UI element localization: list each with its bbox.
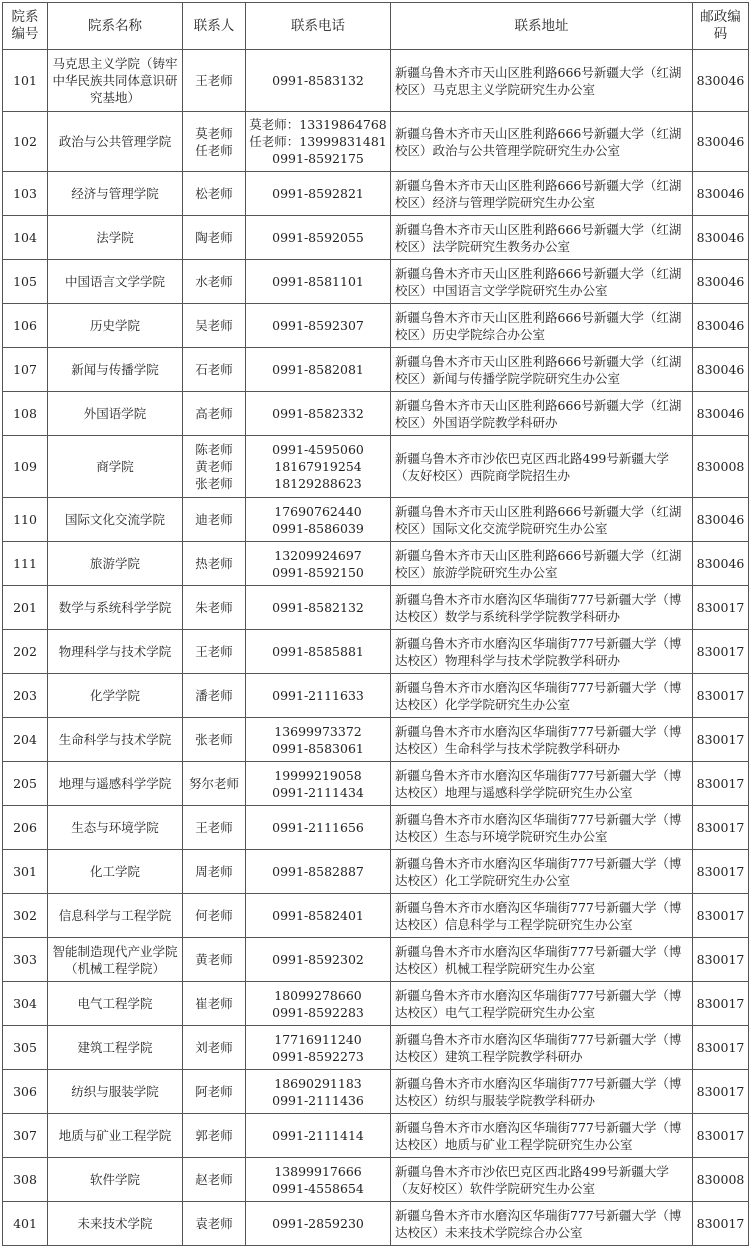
contact-person: 高老师 — [195, 406, 233, 421]
cell-name: 中国语言文学学院 — [48, 260, 183, 304]
cell-address: 新疆乌鲁木齐市水磨沟区华瑞街777号新疆大学（博达校区）生态与环境学院研究生办公室 — [391, 806, 693, 850]
cell-phone — [246, 172, 391, 216]
phone-number: 13209924697 — [274, 547, 362, 563]
cell-name: 商学院 — [48, 436, 183, 498]
cell-contact — [183, 982, 246, 1026]
header-code: 院系编号 — [3, 3, 48, 50]
cell-contact — [183, 586, 246, 630]
phone-number: 0991-8582332 — [272, 406, 364, 421]
table-row — [3, 630, 749, 674]
cell-code: 206 — [3, 806, 48, 850]
cell-phone — [246, 498, 391, 542]
cell-code: 304 — [3, 982, 48, 1026]
cell-phone — [246, 304, 391, 348]
table-row — [3, 850, 749, 894]
cell-name: 新闻与传播学院 — [48, 348, 183, 392]
cell-contact — [183, 436, 246, 498]
cell-phone — [246, 1070, 391, 1114]
cell-name: 马克思主义学院（铸牢中华民族共同体意识研究基地） — [48, 50, 183, 112]
cell-name: 生态与环境学院 — [48, 806, 183, 850]
table-row — [3, 806, 749, 850]
table-row — [3, 674, 749, 718]
cell-postal: 830017 — [693, 718, 749, 762]
phone-number: 0991-8583061 — [272, 740, 364, 756]
cell-address: 新疆乌鲁木齐市水磨沟区华瑞街777号新疆大学（博达校区）信息科学与工程学院研究生办公室 — [391, 894, 693, 938]
cell-contact — [183, 806, 246, 850]
cell-code: 305 — [3, 1026, 48, 1070]
cell-contact — [183, 348, 246, 392]
phone-number: 18129288623 — [274, 476, 362, 491]
cell-phone — [246, 586, 391, 630]
table-row — [3, 1026, 749, 1070]
cell-postal: 830017 — [693, 762, 749, 806]
cell-address: 新疆乌鲁木齐市水磨沟区华瑞街777号新疆大学（博达校区）电气工程学院研究生办公室 — [391, 982, 693, 1026]
phone-number: 0991-2111633 — [272, 688, 364, 703]
phone-number: 0991-2111434 — [272, 784, 364, 800]
phone-number: 0991-8585881 — [272, 644, 364, 659]
cell-address: 新疆乌鲁木齐市天山区胜利路666号新疆大学（红湖校区）法学院研究生教务办公室 — [391, 216, 693, 260]
table-row — [3, 542, 749, 586]
cell-postal: 830017 — [693, 674, 749, 718]
header-postal: 邮政编码 — [693, 3, 749, 50]
cell-phone — [246, 436, 391, 498]
phone-number: 17716911240 — [274, 1031, 362, 1047]
table-row — [3, 498, 749, 542]
cell-address: 新疆乌鲁木齐市水磨沟区华瑞街777号新疆大学（博达校区）纺织与服装学院教学科研办 — [391, 1070, 693, 1114]
cell-code: 203 — [3, 674, 48, 718]
contact-person: 何老师 — [195, 908, 233, 923]
cell-address: 新疆乌鲁木齐市水磨沟区华瑞街777号新疆大学（博达校区）化学学院研究生办公室 — [391, 674, 693, 718]
phone-number: 任老师：13999831481 — [249, 134, 387, 149]
cell-contact — [183, 1114, 246, 1158]
cell-phone — [246, 216, 391, 260]
table-row — [3, 762, 749, 806]
cell-postal: 830046 — [693, 216, 749, 260]
table-row — [3, 1114, 749, 1158]
cell-postal: 830046 — [693, 112, 749, 172]
cell-code: 108 — [3, 392, 48, 436]
cell-postal: 830046 — [693, 172, 749, 216]
cell-address: 新疆乌鲁木齐市水磨沟区华瑞街777号新疆大学（博达校区）机械工程学院研究生办公室 — [391, 938, 693, 982]
phone-number: 0991-2859230 — [272, 1216, 364, 1231]
cell-contact — [183, 1026, 246, 1070]
cell-postal: 830008 — [693, 1158, 749, 1202]
cell-phone — [246, 806, 391, 850]
phone-number: 0991-8592302 — [272, 952, 364, 967]
contact-person: 刘老师 — [195, 1040, 233, 1055]
cell-name: 地理与遥感科学学院 — [48, 762, 183, 806]
cell-code: 106 — [3, 304, 48, 348]
cell-postal: 830017 — [693, 806, 749, 850]
contact-person: 周老师 — [195, 864, 233, 879]
contact-person: 迪老师 — [195, 512, 233, 527]
cell-contact — [183, 1202, 246, 1246]
cell-postal: 830017 — [693, 1114, 749, 1158]
phone-number: 18167919254 — [274, 459, 362, 474]
cell-code: 110 — [3, 498, 48, 542]
cell-postal: 830017 — [693, 630, 749, 674]
cell-phone — [246, 1114, 391, 1158]
cell-address: 新疆乌鲁木齐市沙依巴克区西北路499号新疆大学（友好校区）西院商学院招生办 — [391, 436, 693, 498]
table-row — [3, 718, 749, 762]
cell-phone — [246, 894, 391, 938]
cell-contact — [183, 1158, 246, 1202]
cell-phone — [246, 630, 391, 674]
phone-number: 莫老师：13319864768 — [249, 117, 387, 132]
cell-code: 306 — [3, 1070, 48, 1114]
cell-postal: 830017 — [693, 1202, 749, 1246]
cell-postal: 830046 — [693, 50, 749, 112]
cell-contact — [183, 630, 246, 674]
cell-address: 新疆乌鲁木齐市天山区胜利路666号新疆大学（红湖校区）经济与管理学院研究生办公室 — [391, 172, 693, 216]
cell-address: 新疆乌鲁木齐市天山区胜利路666号新疆大学（红湖校区）新闻与传播学院学院研究生办公室 — [391, 348, 693, 392]
cell-postal: 830017 — [693, 586, 749, 630]
contact-person: 赵老师 — [195, 1172, 233, 1187]
table-body — [3, 50, 749, 1246]
cell-postal: 830017 — [693, 1070, 749, 1114]
contact-person: 王老师 — [195, 820, 233, 835]
cell-contact — [183, 112, 246, 172]
contact-person: 王老师 — [195, 644, 233, 659]
table-row — [3, 436, 749, 498]
cell-address: 新疆乌鲁木齐市水磨沟区华瑞街777号新疆大学（博达校区）建筑工程学院教学科研办 — [391, 1026, 693, 1070]
cell-code: 303 — [3, 938, 48, 982]
contact-person: 水老师 — [195, 274, 233, 289]
cell-name: 政治与公共管理学院 — [48, 112, 183, 172]
cell-postal: 830046 — [693, 348, 749, 392]
contact-person: 郭老师 — [195, 1128, 233, 1143]
cell-contact — [183, 674, 246, 718]
cell-address: 新疆乌鲁木齐市天山区胜利路666号新疆大学（红湖校区）马克思主义学院研究生办公室 — [391, 50, 693, 112]
phone-number: 0991-8582081 — [272, 362, 364, 377]
phone-number: 0991-8592055 — [272, 230, 364, 245]
table-row — [3, 938, 749, 982]
cell-contact — [183, 850, 246, 894]
header-phone: 联系电话 — [246, 3, 391, 50]
cell-postal: 830017 — [693, 894, 749, 938]
cell-name: 旅游学院 — [48, 542, 183, 586]
cell-name: 数学与系统科学学院 — [48, 586, 183, 630]
phone-number: 0991-8581101 — [272, 274, 364, 289]
cell-contact — [183, 762, 246, 806]
contact-person: 黄老师 — [195, 459, 233, 474]
cell-phone — [246, 762, 391, 806]
header-contact: 联系人 — [183, 3, 246, 50]
cell-postal: 830046 — [693, 392, 749, 436]
contact-person: 任老师 — [195, 142, 233, 158]
cell-code: 105 — [3, 260, 48, 304]
table-row — [3, 172, 749, 216]
cell-code: 103 — [3, 172, 48, 216]
phone-number: 0991-2111436 — [272, 1092, 364, 1108]
cell-phone — [246, 1202, 391, 1246]
cell-postal: 830046 — [693, 260, 749, 304]
cell-postal: 830008 — [693, 436, 749, 498]
contact-person: 朱老师 — [195, 600, 233, 615]
cell-phone — [246, 674, 391, 718]
table-header-row — [3, 3, 749, 50]
phone-number: 17690762440 — [274, 503, 362, 519]
contact-person: 潘老师 — [195, 688, 233, 703]
cell-address: 新疆乌鲁木齐市水磨沟区华瑞街777号新疆大学（博达校区）生命科学与技术学院教学科研办 — [391, 718, 693, 762]
phone-number: 0991-8592150 — [272, 564, 364, 580]
cell-contact — [183, 392, 246, 436]
cell-code: 204 — [3, 718, 48, 762]
phone-number: 0991-2111414 — [272, 1128, 364, 1143]
cell-code: 301 — [3, 850, 48, 894]
cell-name: 化学学院 — [48, 674, 183, 718]
contact-person: 陶老师 — [195, 230, 233, 245]
cell-phone — [246, 718, 391, 762]
cell-phone — [246, 112, 391, 172]
header-name: 院系名称 — [48, 3, 183, 50]
cell-postal: 830017 — [693, 938, 749, 982]
cell-code: 101 — [3, 50, 48, 112]
cell-address: 新疆乌鲁木齐市天山区胜利路666号新疆大学（红湖校区）政治与公共管理学院研究生办公室 — [391, 112, 693, 172]
table-row — [3, 1202, 749, 1246]
table-row — [3, 50, 749, 112]
table-row — [3, 304, 749, 348]
header-address: 联系地址 — [391, 3, 693, 50]
cell-code: 307 — [3, 1114, 48, 1158]
phone-number: 0991-8592283 — [272, 1004, 364, 1020]
cell-code: 401 — [3, 1202, 48, 1246]
table-row — [3, 586, 749, 630]
cell-address: 新疆乌鲁木齐市天山区胜利路666号新疆大学（红湖校区）历史学院综合办公室 — [391, 304, 693, 348]
cell-code: 202 — [3, 630, 48, 674]
cell-code: 109 — [3, 436, 48, 498]
cell-name: 物理科学与技术学院 — [48, 630, 183, 674]
cell-contact — [183, 498, 246, 542]
contact-person: 努尔老师 — [188, 776, 239, 791]
cell-address: 新疆乌鲁木齐市水磨沟区华瑞街777号新疆大学（博达校区）数学与系统科学学院教学科研办 — [391, 586, 693, 630]
table-row — [3, 894, 749, 938]
phone-number: 0991-2111656 — [272, 820, 364, 835]
contact-person: 张老师 — [195, 732, 233, 747]
phone-number: 18690291183 — [274, 1075, 362, 1091]
cell-code: 302 — [3, 894, 48, 938]
phone-number: 19999219058 — [274, 767, 362, 783]
table-row — [3, 982, 749, 1026]
cell-code: 201 — [3, 586, 48, 630]
cell-contact — [183, 216, 246, 260]
phone-number: 0991-8592175 — [272, 151, 364, 166]
contact-person: 石老师 — [195, 362, 233, 377]
phone-number: 0991-8592307 — [272, 318, 364, 333]
phone-number: 0991-8592821 — [272, 186, 364, 201]
phone-number: 0991-8583132 — [272, 73, 364, 88]
cell-code: 107 — [3, 348, 48, 392]
cell-contact — [183, 1070, 246, 1114]
cell-phone — [246, 1158, 391, 1202]
cell-postal: 830017 — [693, 1026, 749, 1070]
cell-address: 新疆乌鲁木齐市水磨沟区华瑞街777号新疆大学（博达校区）物理科学与技术学院教学科研办 — [391, 630, 693, 674]
cell-name: 电气工程学院 — [48, 982, 183, 1026]
cell-phone — [246, 982, 391, 1026]
cell-contact — [183, 50, 246, 112]
contact-person: 吴老师 — [195, 318, 233, 333]
cell-address: 新疆乌鲁木齐市天山区胜利路666号新疆大学（红湖校区）中国语言文学学院研究生办公室 — [391, 260, 693, 304]
phone-number: 0991-8592273 — [272, 1048, 364, 1064]
cell-contact — [183, 894, 246, 938]
contact-person: 黄老师 — [195, 952, 233, 967]
cell-address: 新疆乌鲁木齐市天山区胜利路666号新疆大学（红湖校区）旅游学院研究生办公室 — [391, 542, 693, 586]
contact-person: 袁老师 — [195, 1216, 233, 1231]
cell-address: 新疆乌鲁木齐市沙依巴克区西北路499号新疆大学（友好校区）软件学院研究生办公室 — [391, 1158, 693, 1202]
contact-person: 阿老师 — [195, 1084, 233, 1099]
cell-name: 历史学院 — [48, 304, 183, 348]
cell-name: 纺织与服装学院 — [48, 1070, 183, 1114]
cell-contact — [183, 260, 246, 304]
cell-phone — [246, 392, 391, 436]
cell-name: 软件学院 — [48, 1158, 183, 1202]
cell-name: 未来技术学院 — [48, 1202, 183, 1246]
cell-name: 化工学院 — [48, 850, 183, 894]
phone-number: 0991-4595060 — [272, 442, 364, 457]
phone-number: 0991-8586039 — [272, 520, 364, 536]
cell-phone — [246, 938, 391, 982]
phone-number: 0991-8582887 — [272, 864, 364, 879]
cell-phone — [246, 260, 391, 304]
cell-address: 新疆乌鲁木齐市水磨沟区华瑞街777号新疆大学（博达校区）未来技术学院综合办公室 — [391, 1202, 693, 1246]
cell-phone — [246, 850, 391, 894]
cell-name: 生命科学与技术学院 — [48, 718, 183, 762]
table-row — [3, 1070, 749, 1114]
phone-number: 0991-8582401 — [272, 908, 364, 923]
phone-number: 0991-4558654 — [272, 1180, 364, 1196]
contact-person: 陈老师 — [195, 442, 233, 457]
cell-name: 信息科学与工程学院 — [48, 894, 183, 938]
cell-code: 102 — [3, 112, 48, 172]
cell-postal: 830046 — [693, 498, 749, 542]
cell-postal: 830017 — [693, 982, 749, 1026]
table-row — [3, 216, 749, 260]
cell-postal: 830017 — [693, 850, 749, 894]
table-row — [3, 1158, 749, 1202]
cell-name: 智能制造现代产业学院（机械工程学院） — [48, 938, 183, 982]
contact-person: 热老师 — [195, 556, 233, 571]
table-row — [3, 392, 749, 436]
cell-address: 新疆乌鲁木齐市水磨沟区华瑞街777号新疆大学（博达校区）地理与遥感科学学院研究生办公室 — [391, 762, 693, 806]
contact-person: 莫老师 — [195, 125, 233, 141]
cell-address: 新疆乌鲁木齐市水磨沟区华瑞街777号新疆大学（博达校区）地质与矿业工程学院研究生办公室 — [391, 1114, 693, 1158]
cell-name: 经济与管理学院 — [48, 172, 183, 216]
cell-phone — [246, 50, 391, 112]
cell-name: 国际文化交流学院 — [48, 498, 183, 542]
cell-phone — [246, 542, 391, 586]
cell-postal: 830046 — [693, 542, 749, 586]
cell-contact — [183, 172, 246, 216]
contact-person: 王老师 — [195, 73, 233, 88]
cell-code: 308 — [3, 1158, 48, 1202]
table-row — [3, 260, 749, 304]
cell-address: 新疆乌鲁木齐市天山区胜利路666号新疆大学（红湖校区）国际文化交流学院研究生办公室 — [391, 498, 693, 542]
cell-phone — [246, 1026, 391, 1070]
cell-name: 地质与矿业工程学院 — [48, 1114, 183, 1158]
cell-phone — [246, 348, 391, 392]
phone-number: 18099278660 — [274, 987, 362, 1003]
cell-code: 205 — [3, 762, 48, 806]
table-row — [3, 348, 749, 392]
contact-table — [2, 2, 749, 1246]
cell-name: 建筑工程学院 — [48, 1026, 183, 1070]
contact-person: 松老师 — [195, 186, 233, 201]
cell-code: 104 — [3, 216, 48, 260]
cell-contact — [183, 718, 246, 762]
cell-address: 新疆乌鲁木齐市天山区胜利路666号新疆大学（红湖校区）外国语学院教学科研办 — [391, 392, 693, 436]
cell-contact — [183, 938, 246, 982]
cell-address: 新疆乌鲁木齐市水磨沟区华瑞街777号新疆大学（博达校区）化工学院研究生办公室 — [391, 850, 693, 894]
cell-name: 外国语学院 — [48, 392, 183, 436]
cell-contact — [183, 542, 246, 586]
phone-number: 0991-8582132 — [272, 600, 364, 615]
contact-person: 张老师 — [195, 476, 233, 491]
phone-number: 13699973372 — [274, 723, 362, 739]
table-row — [3, 112, 749, 172]
contact-person: 崔老师 — [195, 996, 233, 1011]
cell-name: 法学院 — [48, 216, 183, 260]
cell-code: 111 — [3, 542, 48, 586]
cell-postal: 830046 — [693, 304, 749, 348]
cell-contact — [183, 304, 246, 348]
phone-number: 13899917666 — [274, 1163, 362, 1179]
